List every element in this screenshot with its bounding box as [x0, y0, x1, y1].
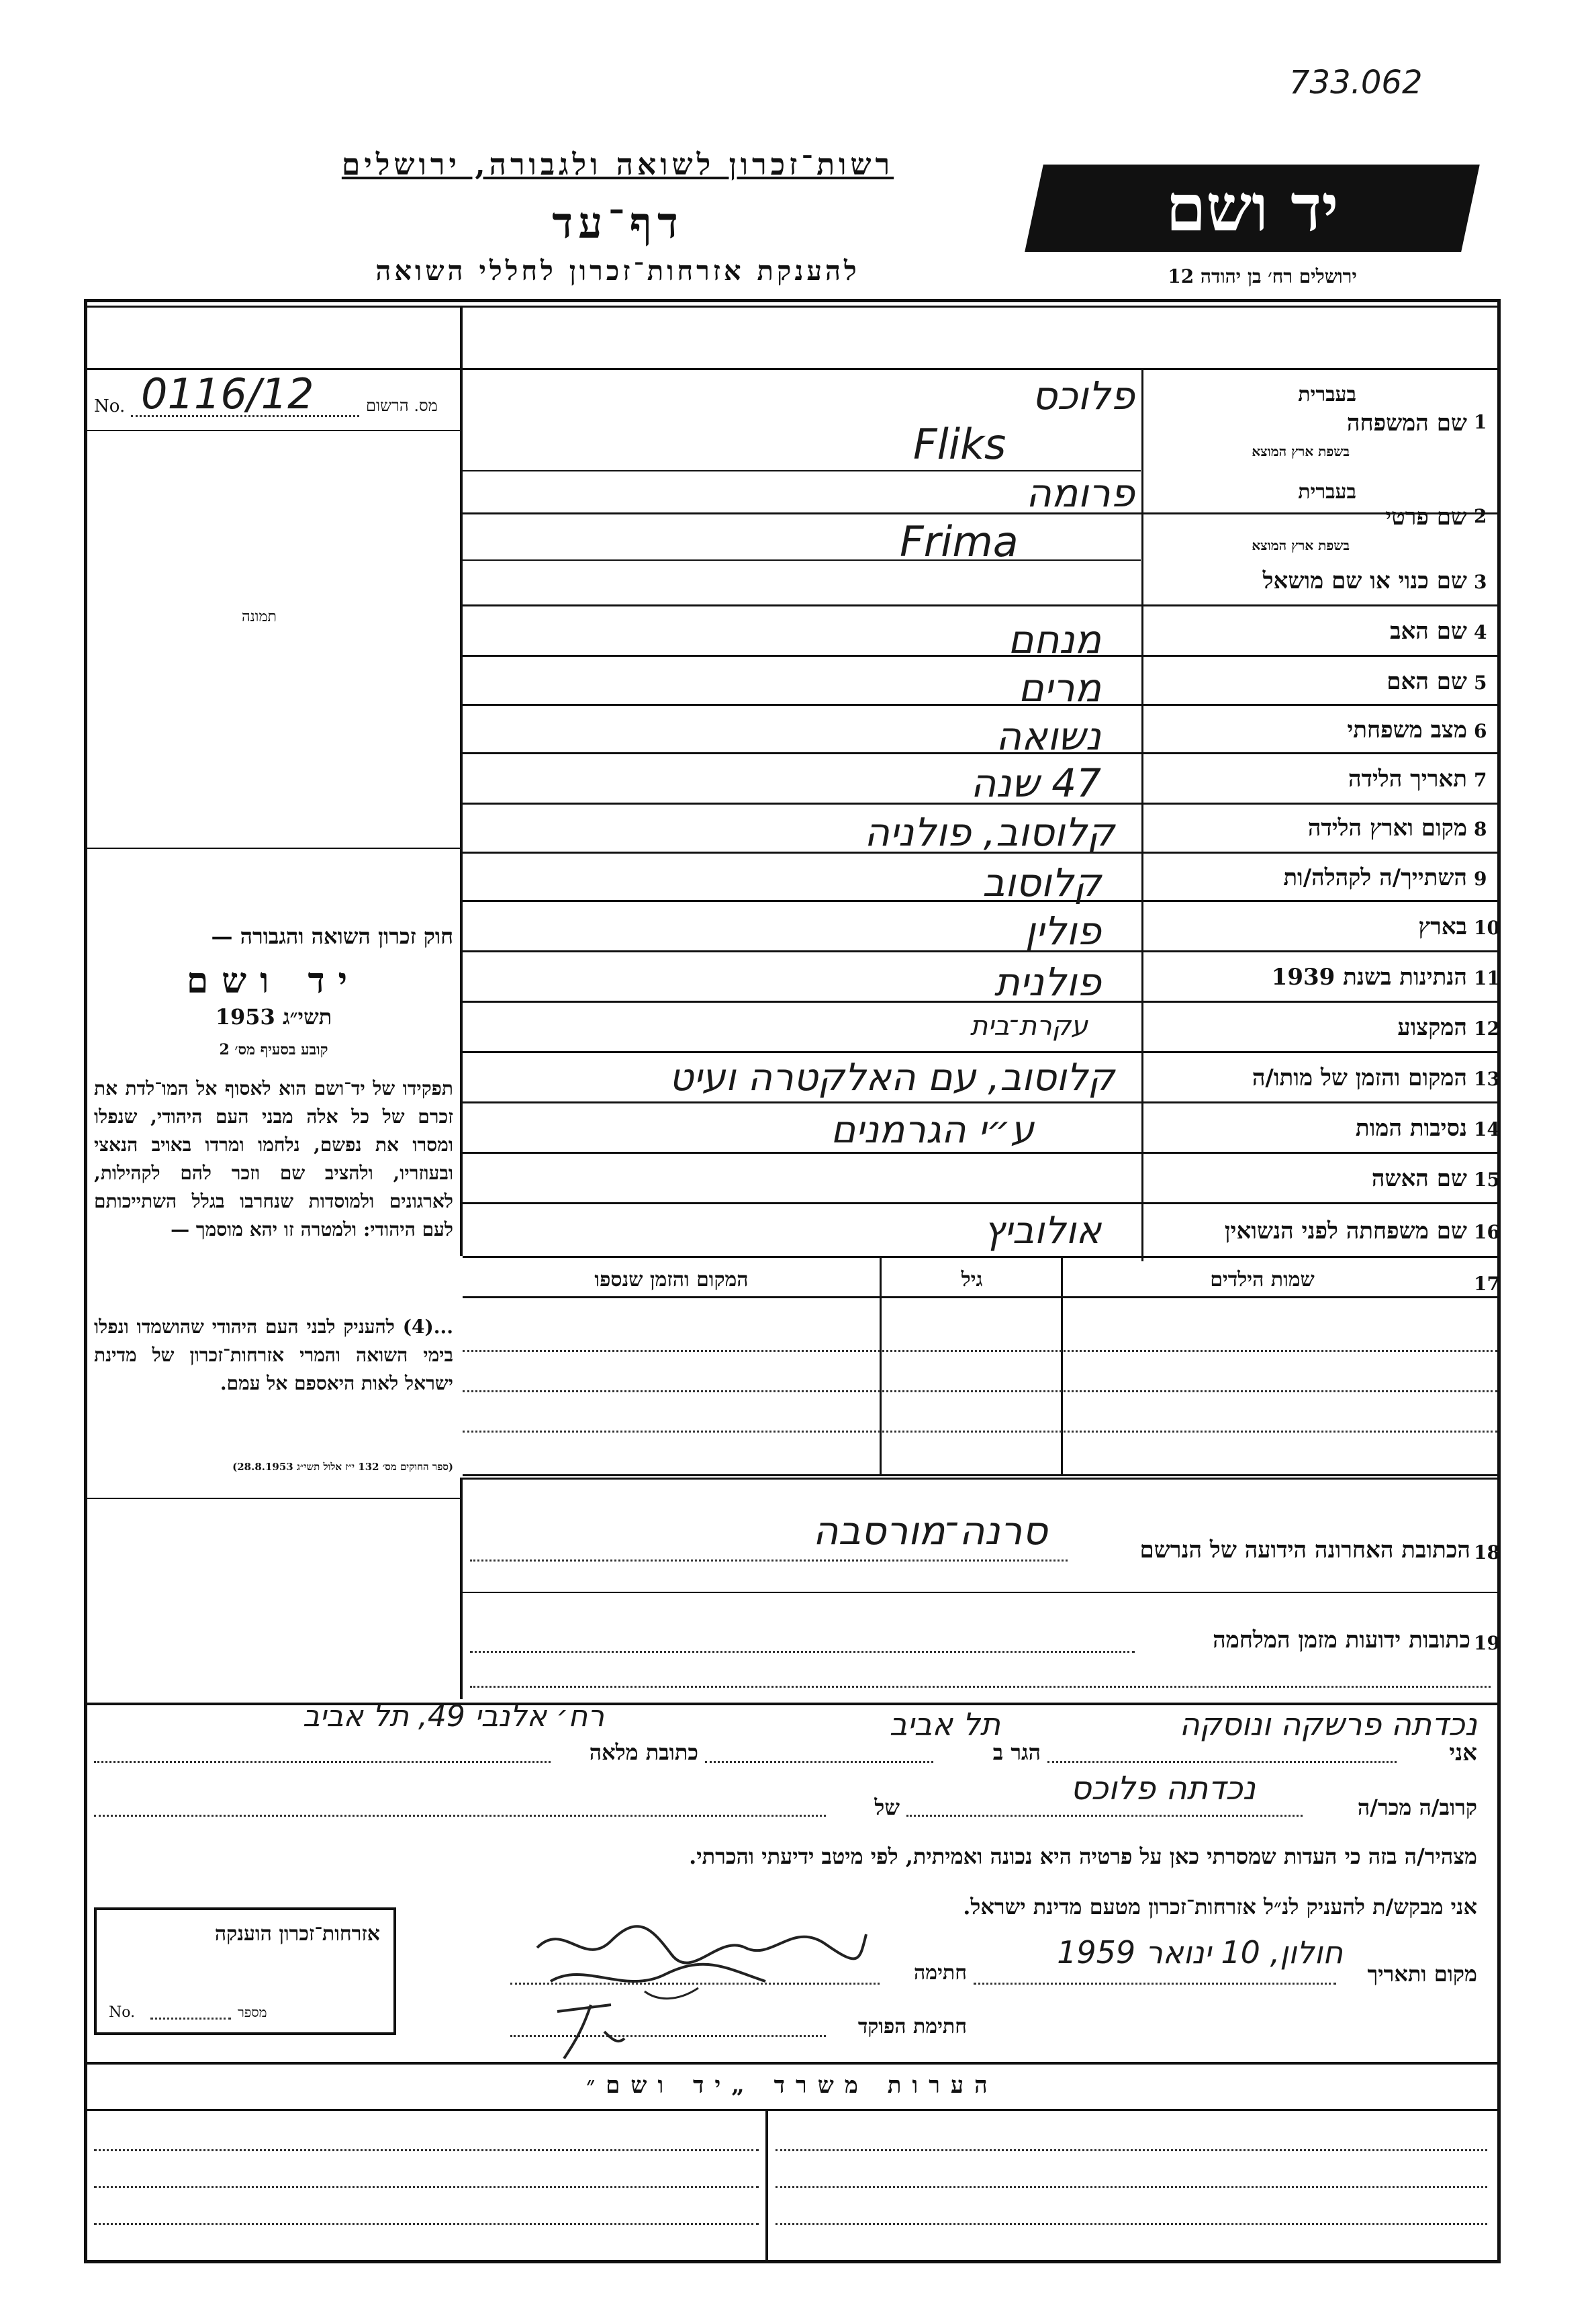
field-11-value: פולנית	[994, 959, 1101, 1005]
law-clause: קובע בסעיף מס׳ 2	[219, 1041, 328, 1058]
notes-title: הערות משרד „יד ושם״	[586, 2072, 998, 2099]
logo-text: יד ושם	[1166, 170, 1339, 246]
field-14-value: ע״י הגרמנים	[831, 1108, 1034, 1152]
registration-label: מס. הרשום	[366, 396, 438, 415]
law-body-2: ...(4) להעניק לבני העם היהודי שהושמדו ונפלו בימי השואה והמרי אזרחות־זכרון של מדינת ישראל לאות היאספם אל עמם.	[94, 1316, 453, 1394]
field-5-num: 5	[1474, 672, 1487, 694]
declarant-of-label: של	[874, 1795, 900, 1820]
declarant-relation-label: קרוב/ה מכר/ה	[1357, 1795, 1477, 1820]
field-7-value: 47 שנה	[970, 760, 1101, 806]
field-1-sub-he: בעברית	[1298, 383, 1356, 406]
yad-vashem-logo	[1025, 165, 1480, 252]
field-2-num: 2	[1474, 505, 1487, 527]
field-19-num: 19	[1474, 1632, 1500, 1654]
field-4-value: מנחם	[1008, 617, 1101, 662]
field-2-value-local: Frima	[900, 517, 1019, 566]
field-6-label: מצב משפחתי	[1347, 717, 1467, 743]
field-8-value: קלוסוב, פולניה	[864, 809, 1115, 855]
field-4-label: שם האב	[1390, 618, 1467, 645]
field-13-label: המקום והזמן של מותו/ה	[1252, 1065, 1467, 1091]
grant-box-no-label: No.	[109, 2004, 136, 2021]
grant-box-number-label: מספר	[238, 2004, 267, 2020]
declarant-ani-label: אני	[1449, 1739, 1477, 1766]
form-subtitle: להענקת אזרחות־זכרון לחללי השואה	[375, 255, 860, 287]
field-7-num: 7	[1474, 769, 1487, 791]
declarant-resides-label: הגר ב	[992, 1739, 1041, 1765]
field-12-value: עקרת־בית	[970, 1011, 1088, 1042]
field-13-value: קלוסוב, עם האלקטרה ועיט	[669, 1056, 1115, 1099]
grant-box-title: אזרחות־זכרון הוענקה	[214, 1922, 380, 1946]
field-5-label: שם האם	[1387, 668, 1467, 695]
field-12-num: 12	[1474, 1018, 1500, 1040]
officer-signature	[551, 1998, 631, 2065]
logo-address: ירושלים רח׳ בן יהודה 12	[1168, 265, 1357, 287]
law-name: יד ושם	[186, 960, 361, 1001]
declarant-city-value: תל אביב	[889, 1706, 1000, 1742]
declarant-signature	[524, 1907, 873, 2008]
place-date-label: מקום ותאריך	[1367, 1961, 1477, 1987]
field-8-num: 8	[1474, 818, 1487, 840]
field-18-value: סרנה־מורסבה	[812, 1508, 1047, 1553]
law-citation: (ספר החוקים מס׳ 132 י״ז אלול תשי״ג 28.8.1953)	[232, 1461, 453, 1473]
field-16-value: אולוביץ	[984, 1209, 1101, 1253]
signature-label: חתימה	[914, 1961, 967, 1985]
field-19-label: כתובות ידועות מזמן המלחמה	[1213, 1627, 1470, 1654]
field-16-label: שם משפחתה לפני הנשואין	[1224, 1218, 1467, 1245]
field-11-label: הנתינות בשנת 1939	[1271, 964, 1467, 991]
form-title: דף־עד	[552, 198, 684, 248]
declarant-relation-value: נכדתה פלוכס	[1070, 1770, 1256, 1807]
law-body-1: תפקידו של יד־ושם הוא לאסוף אל המו־לדת את זכרם של כל אלה מבני העם היהודי, שנפלו ומסרו את נפשם, נלחמו ומרדו באויב הנאצי ובעוזריו, ולהציב שם וזכר להם לקהילות, לארגונים ולמוסדות שנחרבו בגלל השתייכותם לעם היהודי: ולמטרה זו יהא מוסמך —	[94, 1077, 453, 1240]
field-3-num: 3	[1474, 571, 1487, 593]
children-col-place: המקום והזמן שנספו	[594, 1268, 749, 1292]
field-13-num: 13	[1474, 1068, 1500, 1090]
field-2-sub-local: בשפת ארץ המוצא	[1252, 537, 1350, 553]
field-9-num: 9	[1474, 868, 1487, 890]
field-16-num: 16	[1474, 1221, 1500, 1243]
field-11-num: 11	[1474, 967, 1500, 989]
field-2-value-he: פרומה	[1025, 470, 1135, 516]
registration-no-label: No.	[94, 396, 126, 416]
field-4-num: 4	[1474, 621, 1487, 643]
declarant-request: אני מבקש/ת להעניק לנ״ל אזרחות־זכרון מטעם מדינת ישראל.	[963, 1894, 1477, 1919]
field-1-num: 1	[1474, 411, 1487, 433]
field-3-label: שם כנוי או שם מושאל	[1262, 568, 1467, 594]
field-9-value: קלוסוב	[982, 860, 1101, 905]
field-10-label: בארץ	[1418, 913, 1467, 940]
law-year: תשי״ג 1953	[215, 1004, 332, 1030]
field-14-num: 14	[1474, 1118, 1500, 1140]
photo-label: תמונה	[242, 608, 277, 625]
field-6-value: נשואה	[996, 713, 1101, 759]
field-7-label: תאריך הלידה	[1348, 766, 1467, 793]
declarant-address-value: רח׳ אלנבי 49, תל אביב	[302, 1699, 604, 1733]
archive-number: 733.062	[1289, 64, 1423, 101]
field-15-label: שם האשה	[1371, 1165, 1467, 1192]
declarant-name-value: נכדתה פרשקה ונוסקה	[1179, 1706, 1477, 1742]
field-14-label: נסיבות המות	[1355, 1115, 1467, 1142]
field-12-label: המקצוע	[1397, 1014, 1467, 1041]
declarant-statement: מצהיר/ה בזה כי העדות שמסרתי כאן על פרטיה היא נכונה ואמיתית, לפי מיטב ידיעתי והכרתי.	[689, 1844, 1477, 1869]
field-18-label: הכתובת האחרונה הידועה של הנרשם	[1139, 1537, 1470, 1564]
field-15-num: 15	[1474, 1169, 1500, 1191]
field-10-num: 10	[1474, 917, 1500, 939]
field-8-label: מקום וארץ הלידה	[1307, 815, 1467, 842]
law-title: חוק זכרון השואה והגבורה —	[211, 923, 453, 949]
officer-signature-label: חתימת הפוקד	[857, 2015, 967, 2038]
registration-value: 0116/12	[141, 369, 314, 418]
field-1-value-he: פלוכס	[1031, 373, 1135, 418]
field-5-value: מרים	[1018, 665, 1101, 711]
grant-box	[94, 1907, 396, 2035]
field-1-value-local: Fliks	[913, 420, 1006, 469]
field-17-num: 17	[1474, 1273, 1500, 1295]
field-1-label: שם המשפחה	[1346, 410, 1467, 437]
field-2-sub-he: בעברית	[1298, 480, 1356, 504]
declarant-address-label: כתובת מלאה	[589, 1739, 698, 1765]
children-col-names: שמות הילדים	[1210, 1268, 1315, 1292]
field-18-num: 18	[1474, 1541, 1500, 1564]
authority-heading: רשות־זכרון לשואה ולגבורה, ירושלים	[341, 148, 894, 182]
field-6-num: 6	[1474, 720, 1487, 742]
place-date-value: חולון, 10 ינואר 1959	[1057, 1934, 1343, 1971]
field-1-sub-local: בשפת ארץ המוצא	[1252, 443, 1350, 459]
field-2-label: שם פרטי	[1385, 504, 1467, 531]
children-col-age: גיל	[961, 1268, 983, 1292]
field-9-label: השתייך/ה לקהלה/ות	[1283, 864, 1467, 891]
field-10-value: פולין	[1025, 908, 1101, 954]
